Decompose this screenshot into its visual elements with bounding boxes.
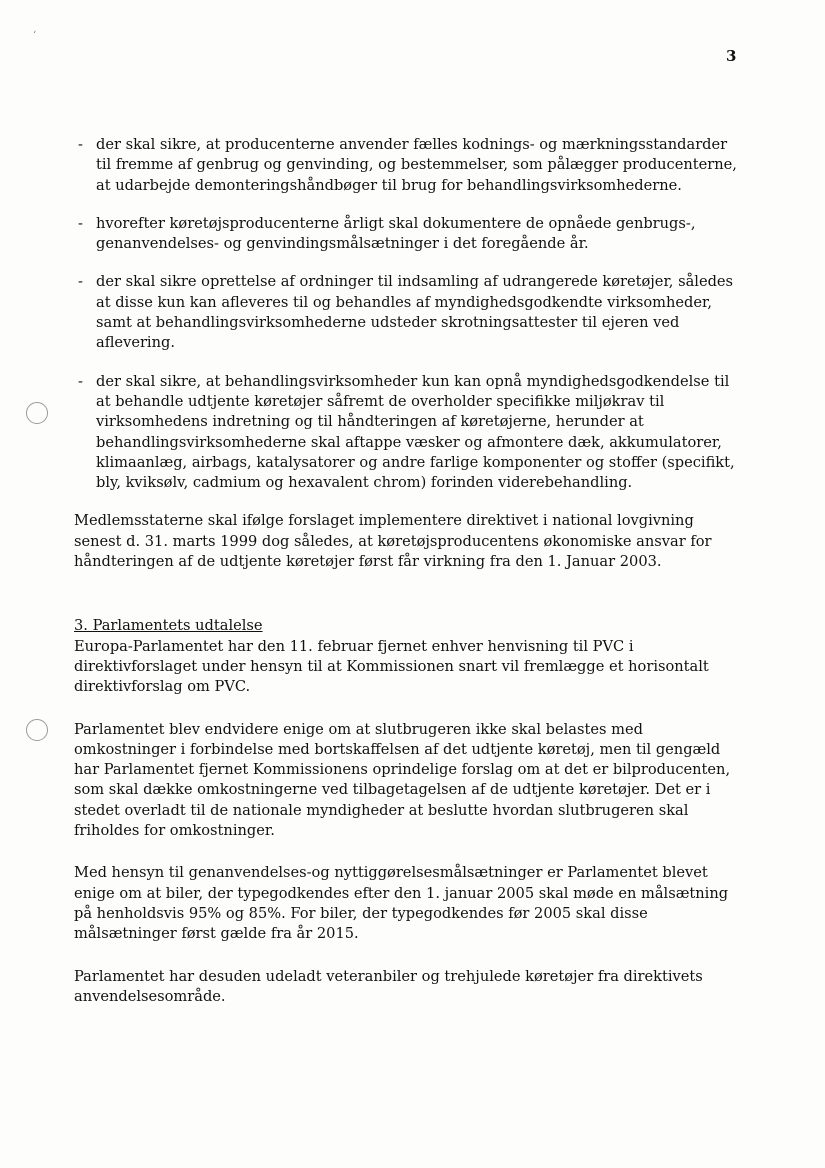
section-paragraph: Parlamentet har desuden udeladt veteranbiler og trehjulede køretøjer fra direktivets anvendelsesområde. <box>74 967 703 1005</box>
section-spacer <box>74 594 739 616</box>
document-body <box>74 135 739 1029</box>
bullet-text: der skal sikre oprettelse af ordninger til indsamling af udrangerede køretøjer, således at disse kun kan afleveres til og behandles af myndighedsgodkendte virksomheder, samt at behandlingsvirksomhederne udsteder skrotningsattester til ejeren ved aflevering. <box>96 273 734 352</box>
section-paragraph: Med hensyn til genanvendelses-og nyttiggørelsesmålsætninger er Parlamentet blevet enige om at biler, der typegodkendes efter den 1. januar 2005 skal møde en målsætning på henholdsvis 95% og 85%. For biler, der typegodkendes før 2005 skal disse målsætninger først gælde fra år 2015. <box>74 864 729 943</box>
bullet-item <box>74 135 739 196</box>
bullet-text: der skal sikre, at producenterne anvender fælles kodnings- og mærkningsstandarder til fremme af genbrug og genvinding, og bestemmelser, som pålægger producenterne, at udarbejde demonteringshåndbøger til brug for behandlingsvirksomhederne. <box>96 136 737 194</box>
bullet-dash: - <box>78 136 83 153</box>
scan-speck: ʻ <box>33 30 37 41</box>
section-heading: 3. Parlamentets udtalelse <box>74 617 263 635</box>
bullet-dash: - <box>78 273 83 291</box>
punch-hole-lower <box>26 719 48 741</box>
punch-hole-upper <box>26 402 48 424</box>
implementation-paragraph: Medlemsstaterne skal ifølge forslaget implementere direktivet i national lovgivning senest d. 31. marts 1999 dog således, at køretøjsproducentens økonomiske ansvar for håndteringen af de udtjente køretøjer først får virkning fra den 1. Januar 2003. <box>74 512 712 571</box>
page-number: 3 <box>726 47 737 65</box>
bullet-item <box>74 272 739 353</box>
bullet-text: hvorefter køretøjsproducenterne årligt skal dokumentere de opnåede genbrugs-, genanvendelses- og genvindingsmålsætninger i det foregående år. <box>96 214 696 253</box>
bullet-item <box>74 214 739 255</box>
bullet-dash: - <box>78 214 83 232</box>
section-block <box>74 616 739 697</box>
section-paragraph: Parlamentet blev endvidere enige om at slutbrugeren ikke skal belastes med omkostninger i forbindelse med bortskaffelsen af det udtjente køretøj, men til gengæld har Parlamentet fjernet Kommissionens oprindelige forslag om at det er bilproducenten, som skal dække omkostningerne ved tilbagetagelsen af de udtjente køretøjer. Det er i stedet overladt til de nationale myndigheder at beslutte hvordan slutbrugeren skal friholdes for omkostninger. <box>74 720 731 840</box>
bullet-item <box>74 372 739 494</box>
bullet-dash: - <box>78 372 83 390</box>
bullet-text: der skal sikre, at behandlingsvirksomheder kun kan opnå myndighedsgodkendelse til at behandle udtjente køretøjer såfremt de overholder specifikke miljøkrav til virksomhedens indretning og til håndteringen af køretøjerne, herunder at behandlingsvirksomhederne skal aftappe væsker og afmontere dæk, akkumulatorer, klimaanlæg, airbags, katalysatorer og andre farlige komponenter og stoffer (specifikt, bly, kviksølv, cadmium og hexavalent chrom) forinden viderebehandling. <box>96 372 735 492</box>
section-first-paragraph: Europa-Parlamentet har den 11. februar fjernet enhver henvisning til PVC i direktivforslaget under hensyn til at Kommissionen snart vil fremlægge et horisontalt direktivforslag om PVC. <box>74 637 709 696</box>
